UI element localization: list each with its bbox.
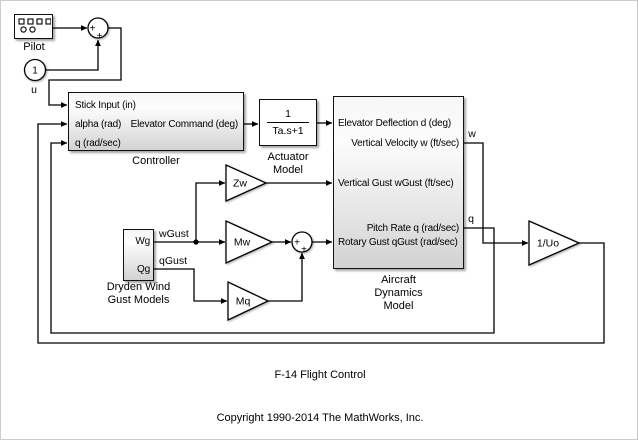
dryden-port-qg: Qg (137, 264, 150, 275)
dryden-block-label (88, 281, 189, 307)
controller-block-label: Controller (132, 155, 180, 167)
signal-label-u: u (31, 84, 37, 96)
gain-zw-label: Zw (233, 177, 247, 190)
gust-sum-block[interactable] (292, 232, 312, 256)
controller-port-q: q (rad/sec) (75, 138, 121, 149)
dryden-label-line2: Gust Models (107, 294, 170, 306)
transfer-function-denominator: Ta.s+1 (272, 125, 304, 137)
controller-port-stick-input: Stick Input (in) (75, 100, 136, 111)
gust-sum-plus2: + (301, 244, 307, 256)
aircraft-port-elevator-deflection: Elevator Deflection d (deg) (338, 118, 451, 129)
signal-label-qgust: qGust (159, 255, 188, 267)
aircraft-dynamics-block[interactable] (333, 96, 464, 269)
input-sum-plus1: + (89, 23, 96, 35)
actuator-label-line1: Actuator (267, 151, 309, 163)
gain-mq-label: Mq (235, 295, 251, 308)
constant-value: 1 (32, 65, 38, 77)
transfer-function (260, 100, 316, 145)
gain-mw-block[interactable] (226, 221, 272, 263)
gain-uo-label: 1/Uo (536, 237, 560, 250)
dryden-label-line1: Dryden Wind (106, 281, 171, 293)
controller-block[interactable] (68, 92, 244, 151)
aircraft-label-line3: Model (383, 300, 414, 312)
pilot-block[interactable] (14, 14, 53, 39)
actuator-block[interactable] (259, 99, 317, 146)
controller-port-alpha: alpha (rad) (75, 119, 122, 130)
aircraft-port-vertical-velocity: Vertical Velocity w (ft/sec) (351, 138, 459, 149)
pilot-block-label: Pilot (23, 41, 45, 53)
signal-label-wgust: wGust (159, 228, 189, 240)
controller-port-elevator-command: Elevator Command (deg) (130, 119, 238, 130)
aircraft-label-line2: Dynamics (374, 287, 423, 299)
diagram-title: F-14 Flight Control (274, 369, 366, 381)
wire-mq-to-gust-sum (268, 253, 302, 301)
wire-wgust-branch-to-zw (196, 183, 225, 242)
aircraft-port-vertical-gust: Vertical Gust wGust (ft/sec) (338, 178, 454, 189)
aircraft-label-line1: Aircraft (381, 274, 416, 286)
input-sum-plus2: + (96, 31, 103, 42)
gain-mq-block[interactable] (228, 282, 268, 320)
fraction-bar (267, 122, 309, 123)
signal-label-w: w (468, 128, 476, 140)
aircraft-block-label (333, 274, 464, 313)
transfer-function-numerator: 1 (285, 108, 291, 120)
dryden-gust-block[interactable] (123, 229, 154, 281)
input-sum-block[interactable] (88, 18, 108, 42)
signal-generator-icon (17, 17, 51, 34)
gain-mw-label: Mw (233, 236, 251, 249)
constant-block[interactable] (25, 60, 46, 81)
dryden-port-wg: Wg (135, 236, 150, 247)
gain-uo-block[interactable] (529, 221, 579, 265)
wire-junction-dot (193, 239, 198, 244)
aircraft-port-rotary-gust: Rotary Gust qGust (rad/sec) (338, 237, 458, 248)
aircraft-port-pitch-rate: Pitch Rate q (rad/sec) (366, 223, 459, 234)
actuator-block-label (252, 151, 324, 177)
gust-sum-plus1: + (294, 237, 300, 249)
signal-label-q: q (468, 213, 474, 225)
actuator-label-line2: Model (273, 164, 303, 176)
copyright-notice: Copyright 1990-2014 The MathWorks, Inc. (216, 412, 424, 424)
